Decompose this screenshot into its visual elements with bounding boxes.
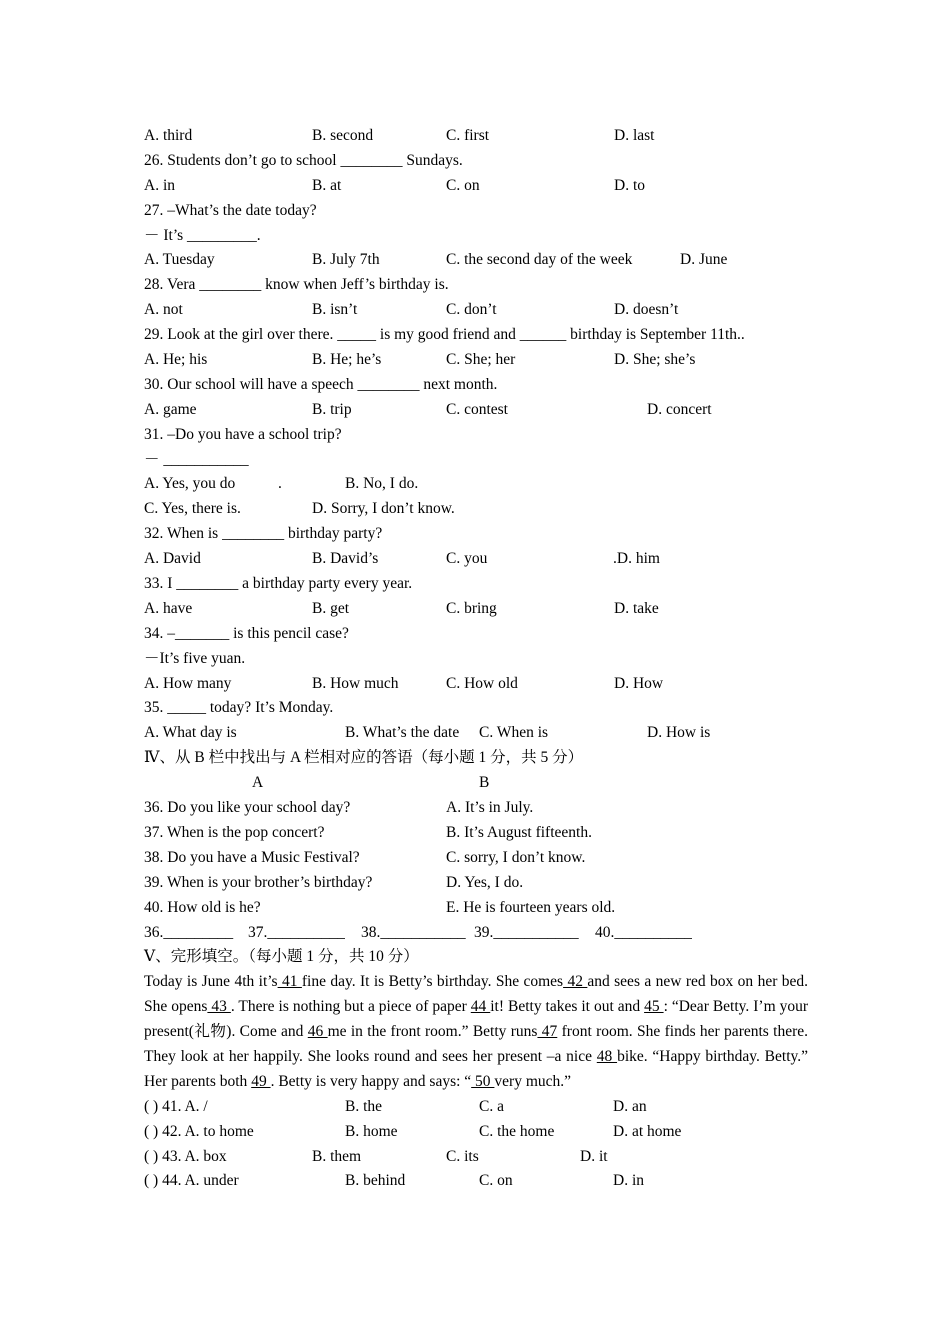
option-line-text: ( ) 41. A. / xyxy=(144,1097,208,1115)
blank-number: 41 xyxy=(277,973,302,991)
worksheet-line-text: B. How much xyxy=(312,674,399,692)
worksheet-line xyxy=(144,448,808,473)
worksheet-line-text: － It’s _________. xyxy=(144,226,261,244)
worksheet-line xyxy=(144,622,808,647)
passage-text: : “Dear Betty. I’m your present(礼物). Come and xyxy=(144,998,809,1041)
worksheet-line xyxy=(144,149,808,174)
worksheet-line-text: .D. him xyxy=(613,550,660,568)
worksheet-line-text: B. David’s xyxy=(312,550,379,568)
worksheet-line-text: 29. Look at the girl over there. _____ is my good friend and ______ birthday is September 11th.. xyxy=(144,326,745,344)
option-line xyxy=(144,1169,808,1194)
worksheet-line-text: C. first xyxy=(446,127,490,144)
worksheet-line xyxy=(144,323,808,348)
worksheet-line-text: D. Sorry, I don’t know. xyxy=(312,500,455,518)
blank-number: 49 xyxy=(251,1072,271,1090)
worksheet-line xyxy=(144,672,808,697)
option-line-text: C. a xyxy=(479,1097,504,1115)
worksheet-line-text: A. It’s in July. xyxy=(446,799,534,817)
blank-number: 48 xyxy=(596,1048,618,1065)
option-line-text: D. in xyxy=(613,1172,644,1190)
worksheet-line-text: C. bring xyxy=(446,599,497,617)
passage-text: fine day. It is Betty’s birthday. She comes xyxy=(301,973,564,991)
worksheet-line-text: C. She; her xyxy=(446,351,516,369)
worksheet-line-text: B. at xyxy=(312,176,342,194)
worksheet-line xyxy=(144,572,808,597)
worksheet-line-text: 37.__________ xyxy=(248,923,345,941)
worksheet-line-text: B. July 7th xyxy=(312,251,380,269)
worksheet-line-text: 38.___________ xyxy=(361,923,466,941)
worksheet-line xyxy=(144,273,808,298)
worksheet-line-text: B. isn’t xyxy=(312,301,358,319)
worksheet-line-text: B xyxy=(479,774,490,792)
worksheet-line-text: 40.__________ xyxy=(595,923,692,941)
passage-text: bike. “Happy birthday. Betty.” Her parents both xyxy=(144,1048,808,1090)
worksheet-line xyxy=(144,796,808,821)
option-line-text: D. it xyxy=(580,1147,608,1165)
option-line-text: ( ) 42. A. to home xyxy=(144,1122,254,1140)
passage-text: front room. She finds her parents there. They look at her happily. She looks round and sees her present –a nice xyxy=(144,1023,809,1065)
worksheet-line xyxy=(144,821,808,846)
worksheet-line-text: C. Yes, there is. xyxy=(144,500,241,518)
option-line xyxy=(144,1120,808,1145)
worksheet-line-text: 31. –Do you have a school trip? xyxy=(144,425,342,443)
option-line-text: B. them xyxy=(312,1147,362,1165)
worksheet-line-text: D. She; she’s xyxy=(614,351,696,369)
passage-text: me in the front room.” Betty runs xyxy=(327,1023,538,1041)
worksheet-line-text: 40. How old is he? xyxy=(144,898,261,916)
blank-number: 45 xyxy=(644,998,664,1016)
worksheet-line xyxy=(144,846,808,871)
worksheet-line-text: D. take xyxy=(614,599,659,617)
worksheet-line-text: 37. When is the pop concert? xyxy=(144,823,325,841)
worksheet-line xyxy=(144,871,808,896)
worksheet-line-text: 35. _____ today? It’s Monday. xyxy=(144,699,334,717)
worksheet-line-text: －It’s five yuan. xyxy=(144,649,246,667)
worksheet-line-text: B. He; he’s xyxy=(312,351,382,369)
cloze-passage xyxy=(144,970,808,1095)
worksheet-line-text: B. No, I do. xyxy=(345,475,419,493)
option-line-text: D. at home xyxy=(613,1122,682,1140)
passage-text: Today is June 4th it’s xyxy=(144,973,278,991)
blank-number: 50 xyxy=(471,1072,495,1090)
option-line-text: C. the home xyxy=(479,1122,555,1140)
worksheet-line-text: D. last xyxy=(614,127,655,144)
worksheet-line-text: － ___________ xyxy=(144,450,249,468)
cloze-options xyxy=(144,1095,808,1195)
worksheet-line-text: B. second xyxy=(312,127,374,144)
worksheet-line xyxy=(144,696,808,721)
worksheet-line xyxy=(144,746,808,771)
worksheet-line-text: 30. Our school will have a speech ________ next month. xyxy=(144,375,498,393)
blank-number: 47 xyxy=(537,1023,558,1041)
worksheet-line-text: 32. When is ________ birthday party? xyxy=(144,525,383,543)
worksheet-line-text: A. He; his xyxy=(144,351,208,369)
worksheet-line-text: C. contest xyxy=(446,400,508,418)
worksheet-line xyxy=(144,721,808,746)
worksheet-line-text: D. How xyxy=(614,674,664,692)
worksheet-line xyxy=(144,199,808,224)
worksheet-line xyxy=(144,522,808,547)
worksheet-line-text: A. Tuesday xyxy=(144,251,215,269)
option-line-text: B. home xyxy=(345,1122,398,1140)
blank-number: 44 xyxy=(470,998,491,1016)
worksheet-line-text: B. trip xyxy=(312,400,352,418)
option-line-text: B. the xyxy=(345,1097,383,1115)
worksheet-line-text: 26. Students don’t go to school ________ Sundays. xyxy=(144,151,463,169)
worksheet-line xyxy=(144,423,808,448)
worksheet-line-text: A xyxy=(252,774,264,792)
passage-text: it! Betty takes it out and xyxy=(490,998,645,1016)
worksheet-line-text: 34. –_______ is this pencil case? xyxy=(144,624,349,642)
worksheet-line-text: A. third xyxy=(144,127,193,144)
worksheet-page xyxy=(144,124,808,1194)
blank-number: 46 xyxy=(307,1023,328,1041)
option-line-text: C. its xyxy=(446,1147,479,1165)
worksheet-line-text: A. Yes, you do xyxy=(144,475,236,493)
worksheet-line xyxy=(144,373,808,398)
option-line-text: ( ) 43. A. box xyxy=(144,1147,227,1165)
worksheet-line-text: Ⅴ、完形填空。（每小题 1 分，共 10 分） xyxy=(144,948,419,966)
worksheet-line xyxy=(144,945,808,970)
worksheet-line-text: 27. –What’s the date today? xyxy=(144,201,317,219)
worksheet-line-text: A. How many xyxy=(144,674,232,692)
blank-number: 43 xyxy=(207,998,231,1016)
worksheet-line-text: C. on xyxy=(446,176,480,194)
worksheet-line-text: C. don’t xyxy=(446,301,497,319)
worksheet-line-text: D. to xyxy=(614,176,645,194)
worksheet-line-text: C. When is xyxy=(479,724,549,742)
worksheet-line xyxy=(144,174,808,199)
worksheet-line-text: B. What’s the date xyxy=(345,724,460,742)
worksheet-line-text: D. Yes, I do. xyxy=(446,873,524,891)
worksheet-line-text: C. you xyxy=(446,550,488,568)
option-line-text: B. behind xyxy=(345,1172,406,1190)
worksheet-line-text: B. get xyxy=(312,599,350,617)
option-line-text: D. an xyxy=(613,1097,647,1115)
worksheet-line xyxy=(144,771,808,796)
worksheet-line xyxy=(144,896,808,921)
worksheet-line xyxy=(144,348,808,373)
worksheet-line-text: 39. When is your brother’s birthday? xyxy=(144,873,373,891)
worksheet-line-text: C. the second day of the week xyxy=(446,251,633,269)
worksheet-line-text: B. It’s August fifteenth. xyxy=(446,823,592,841)
worksheet-line-text: D. June xyxy=(680,251,728,269)
question-lines xyxy=(144,124,808,970)
worksheet-line-text: 36. Do you like your school day? xyxy=(144,799,351,817)
option-line-text: C. on xyxy=(479,1172,513,1190)
worksheet-line-text: 33. I ________ a birthday party every year. xyxy=(144,575,413,593)
worksheet-line xyxy=(144,248,808,273)
blank-number: 42 xyxy=(563,973,588,991)
passage-text: . Betty is very happy and says: “ xyxy=(270,1072,472,1090)
passage-text: . There is nothing but a piece of paper xyxy=(230,998,471,1016)
option-line-text: ( ) 44. A. under xyxy=(144,1172,239,1190)
worksheet-line-text: D. concert xyxy=(647,400,712,418)
worksheet-line-text: A. game xyxy=(144,400,197,418)
worksheet-line xyxy=(144,124,808,149)
worksheet-line xyxy=(144,647,808,672)
worksheet-line-text: C. How old xyxy=(446,674,518,692)
worksheet-line-text: . xyxy=(278,475,282,493)
worksheet-line-text: D. How is xyxy=(647,724,711,742)
passage-text: very much.” xyxy=(494,1072,572,1090)
worksheet-line xyxy=(144,597,808,622)
passage-text: and sees a new red box on her bed. She opens xyxy=(144,973,809,1016)
worksheet-line-text: E. He is fourteen years old. xyxy=(446,898,616,916)
worksheet-line xyxy=(144,921,808,946)
worksheet-line-text: A. not xyxy=(144,301,183,319)
worksheet-line-text: C. sorry, I don’t know. xyxy=(446,848,586,866)
worksheet-line xyxy=(144,497,808,522)
worksheet-line-text: A. What day is xyxy=(144,724,237,742)
worksheet-line-text: 39.___________ xyxy=(474,923,579,941)
worksheet-line xyxy=(144,298,808,323)
worksheet-line xyxy=(144,224,808,249)
worksheet-line-text: 28. Vera ________ know when Jeff’s birthday is. xyxy=(144,276,449,294)
option-line xyxy=(144,1095,808,1120)
worksheet-line-text: 38. Do you have a Music Festival? xyxy=(144,848,360,866)
worksheet-line-text: Ⅳ、从 B 栏中找出与 A 栏相对应的答语（每小题 1 分，共 5 分） xyxy=(144,749,584,767)
worksheet-line-text: 36._________ xyxy=(144,923,234,941)
worksheet-line-text: A. in xyxy=(144,176,175,194)
option-line xyxy=(144,1145,808,1170)
worksheet-line-text: D. doesn’t xyxy=(614,301,679,319)
worksheet-line-text: A. have xyxy=(144,599,193,617)
worksheet-line xyxy=(144,547,808,572)
worksheet-line xyxy=(144,472,808,497)
worksheet-line-text: A. David xyxy=(144,550,201,568)
worksheet-line xyxy=(144,398,808,423)
